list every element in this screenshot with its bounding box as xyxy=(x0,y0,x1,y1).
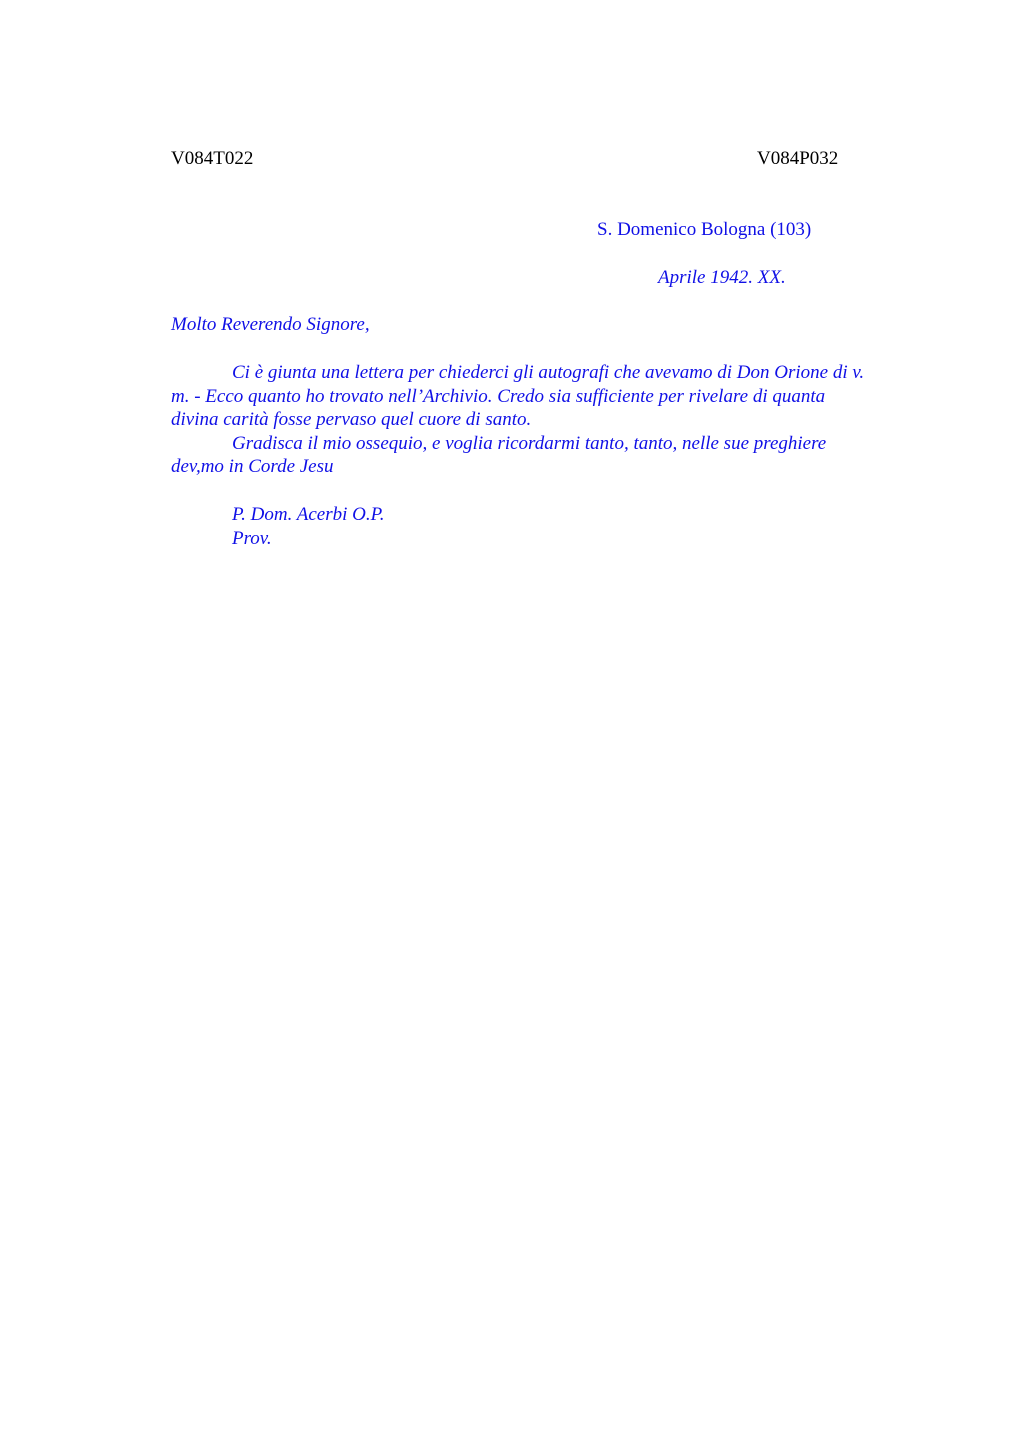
paragraph-2-line-2: dev,mo in Corde Jesu xyxy=(171,456,334,477)
signature-name: P. Dom. Acerbi O.P. xyxy=(232,504,385,525)
paragraph-1-line-3: divina carità fosse pervaso quel cuore di santo. xyxy=(171,409,532,430)
letter-body xyxy=(171,361,931,479)
paragraph-1-line-1: Ci è giunta una lettera per chiederci gli autografi che avevamo di Don Orione di v. xyxy=(232,362,865,383)
signature-block xyxy=(232,503,385,550)
letter-salutation: Molto Reverendo Signore, xyxy=(171,314,370,335)
reference-code-left: V084T022 xyxy=(171,148,254,169)
signature-title: Prov. xyxy=(232,527,272,549)
paragraph-1-line-2: m. - Ecco quanto ho trovato nell’Archivio. Credo sia sufficiente per rivelare di quanta xyxy=(171,385,826,407)
letter-place: S. Domenico Bologna (103) xyxy=(597,219,812,240)
reference-code-right: V084P032 xyxy=(757,148,839,169)
paragraph-1 xyxy=(171,361,931,432)
paragraph-2 xyxy=(171,432,931,479)
letter-date: Aprile 1942. XX. xyxy=(658,267,786,288)
paragraph-2-line-1: Gradisca il mio ossequio, e voglia ricordarmi tanto, tanto, nelle sue preghiere xyxy=(232,432,827,454)
